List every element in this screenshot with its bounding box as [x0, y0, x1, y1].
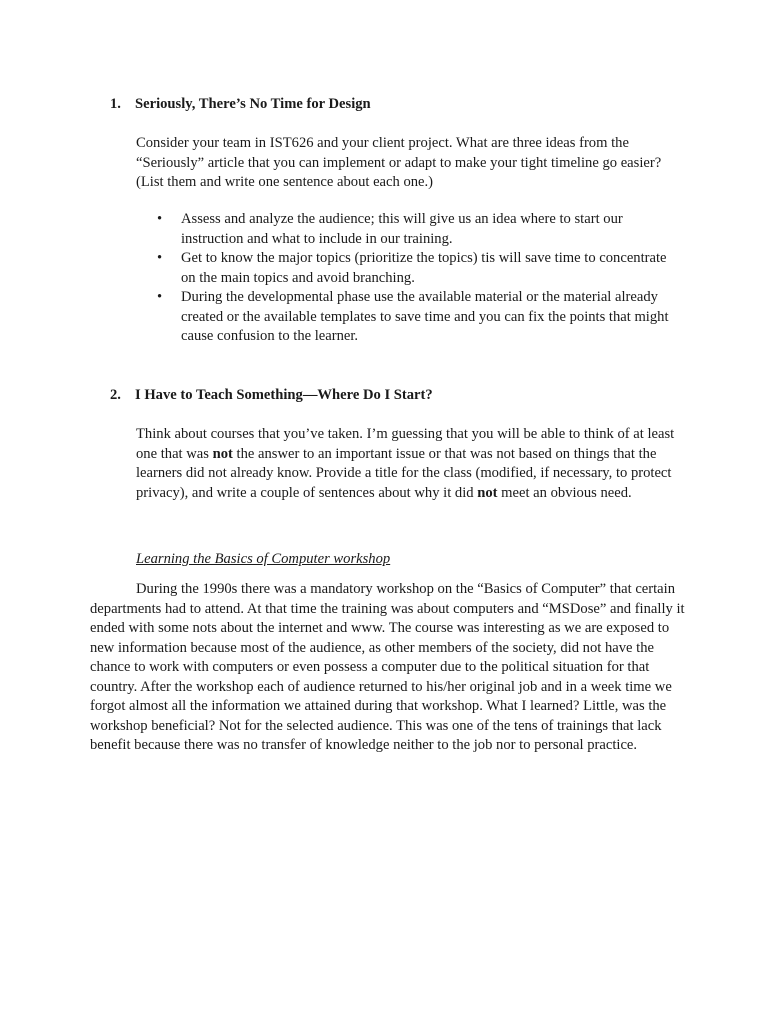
section-1-bullet-list [136, 210, 676, 347]
list-item [136, 210, 676, 249]
bullet-icon: • [157, 289, 163, 305]
prompt-text-part-3: meet an obvious need. [497, 484, 632, 501]
section-1-heading [110, 95, 371, 115]
section-2-prompt [136, 425, 686, 503]
bullet-text-1: Assess and analyze the audience; this will give us an idea where to start our instruction and what to include in our training. [181, 211, 623, 247]
section-2-title: I Have to Teach Something—Where Do I Start? [135, 387, 433, 403]
bullet-icon: • [157, 250, 163, 266]
answer-title: Learning the Basics of Computer workshop [136, 551, 391, 567]
bullet-text-3: During the developmental phase use the available material or the material already created or the available templates to save time and you can fix the points that might cause confusion to the learner. [181, 289, 669, 344]
prompt-text-part-1: Think about courses that you’ve taken. I’m guessing that you will be able to think of at least one that was [136, 426, 675, 462]
bullet-icon: • [157, 211, 163, 227]
bullet-text-2: Get to know the major topics (prioritize the topics) tis will save time to concentrate on the main topics and avoid branching. [181, 250, 667, 286]
answer-body: During the 1990s there was a mandatory workshop on the “Basics of Computer” that certain departments had to attend. At that time the training was about computers and “MSDose” and finally it ended with some nots about the internet and www. The course was interesting as we are exposed to new information because most of the audience, as other members of the society, did not have the chance to work with computers or even possess a computer due to the political situation for that country. After the workshop each of audience returned to his/her original job and in a week time we forgot almost all the information we attained during that workshop. What I learned? Little, was the workshop beneficial? Not for the selected audience. This was one of the tens of trainings that lack benefit because there was no transfer of knowledge neither to the job nor to personal practice. [90, 581, 685, 753]
prompt-bold-not-1: not [212, 445, 233, 462]
section-2-number: 2. [110, 387, 121, 403]
prompt-text-part-2: the answer to an important issue or that was not based on things that the learners did not already know. Provide a title for the class (modified, if necessary, to protect privacy), and write a couple of sentences about why it did [136, 445, 672, 501]
section-1-number: 1. [110, 96, 121, 112]
section-1-title: Seriously, There’s No Time for Design [135, 96, 371, 112]
list-item [136, 288, 676, 347]
prompt-bold-not-2: not [477, 484, 498, 501]
list-item [136, 249, 676, 288]
section-2-heading [110, 386, 433, 406]
section-1-prompt: Consider your team in IST626 and your client project. What are three ideas from the “Seriously” article that you can implement or adapt to make your tight timeline go easier? (List them and write one sentence about each one.) [136, 135, 662, 190]
